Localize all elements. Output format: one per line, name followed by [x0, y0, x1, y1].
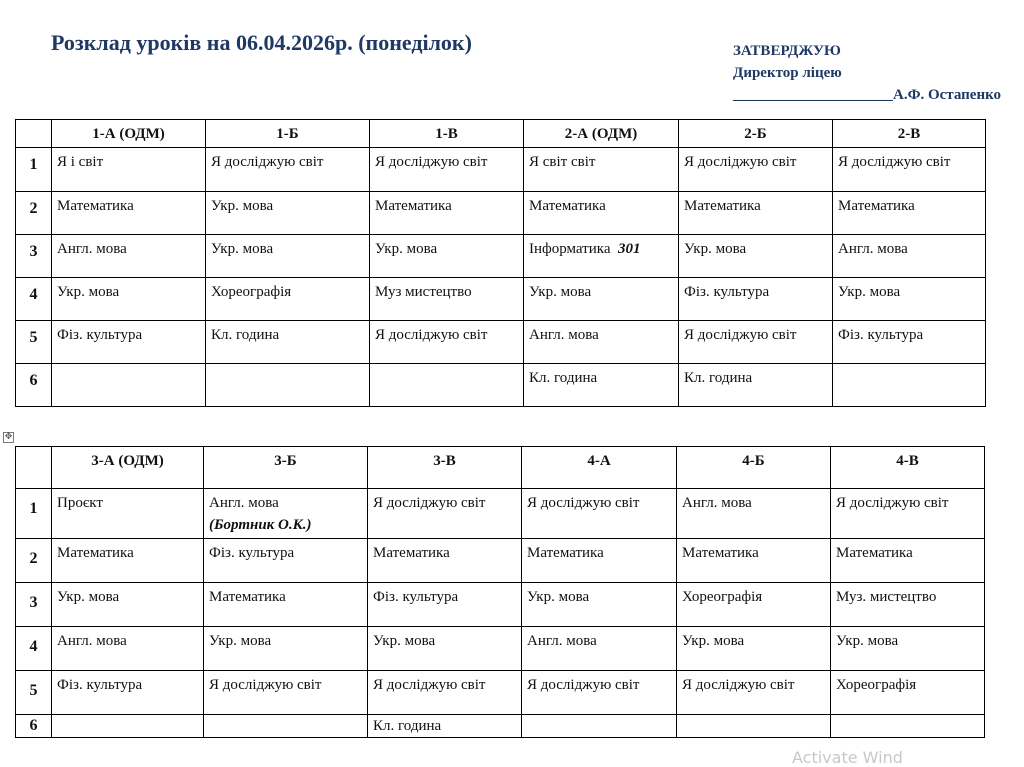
lesson-cell: Укр. мова: [52, 278, 206, 321]
schedule-table-grades-3-4: [15, 446, 985, 738]
lesson-number: 3: [16, 235, 52, 278]
lesson-cell: Математика: [831, 539, 985, 583]
lesson-cell: Я досліджую світ: [368, 671, 522, 715]
lesson-cell: Укр. мова: [522, 583, 677, 627]
class-header: 2-В: [833, 120, 986, 148]
table-row: [16, 539, 985, 583]
lesson-cell: Я досліджую світ: [677, 671, 831, 715]
table-row: [16, 235, 986, 278]
subject-name: Інформатика: [529, 241, 611, 257]
lesson-cell: [677, 715, 831, 738]
approval-signature: [733, 84, 1001, 106]
class-header: 2-Б: [679, 120, 833, 148]
lesson-cell: Я досліджую світ: [522, 489, 677, 539]
lesson-number: 1: [16, 489, 52, 539]
table-row: [16, 715, 985, 738]
move-handle-icon[interactable]: ✥: [4, 432, 13, 442]
activation-watermark: Activate Wind: [792, 748, 903, 767]
lesson-cell: Математика: [370, 192, 524, 235]
lesson-cell: Укр. мова: [677, 627, 831, 671]
approval-position: Директор ліцею: [733, 65, 842, 81]
lesson-number: 4: [16, 627, 52, 671]
lesson-cell: Я досліджую світ: [833, 148, 986, 192]
lesson-cell: Укр. мова: [368, 627, 522, 671]
lesson-cell: Математика: [677, 539, 831, 583]
lesson-number: 1: [16, 148, 52, 192]
lesson-cell: Англ. мова: [52, 627, 204, 671]
subject-name: Англ. мова: [209, 495, 279, 511]
signature-line: ____________________: [733, 87, 893, 103]
lesson-cell: Математика: [368, 539, 522, 583]
class-header: 4-А: [522, 447, 677, 489]
lesson-cell: Укр. мова: [831, 627, 985, 671]
table-row: [16, 321, 986, 364]
lesson-cell: Кл. година: [368, 715, 522, 738]
lesson-cell: [524, 235, 679, 278]
table-row: [16, 192, 986, 235]
lesson-cell: Укр. мова: [52, 583, 204, 627]
lesson-cell: Укр. мова: [206, 192, 370, 235]
lesson-cell: Англ. мова: [52, 235, 206, 278]
lesson-cell: Фіз. культура: [368, 583, 522, 627]
lesson-cell: Я досліджую світ: [204, 671, 368, 715]
approval-block: [733, 40, 1001, 106]
lesson-cell: Англ. мова: [524, 321, 679, 364]
lesson-cell: Кл. година: [206, 321, 370, 364]
lesson-cell: [52, 715, 204, 738]
director-name: А.Ф. Остапенко: [893, 87, 1002, 103]
lesson-cell: [52, 364, 206, 407]
lesson-cell: Укр. мова: [370, 235, 524, 278]
lesson-cell: Фіз. культура: [679, 278, 833, 321]
class-header: 4-В: [831, 447, 985, 489]
lesson-cell: Муз. мистецтво: [831, 583, 985, 627]
lesson-cell: Кл. година: [679, 364, 833, 407]
corner-cell: [16, 120, 52, 148]
lesson-cell: Англ. мова: [677, 489, 831, 539]
schedule-table-grades-1-2: [15, 119, 986, 407]
class-header: 2-А (ОДМ): [524, 120, 679, 148]
lesson-cell: Англ. мова: [522, 627, 677, 671]
lesson-number: 3: [16, 583, 52, 627]
lesson-cell: Я досліджую світ: [370, 321, 524, 364]
lesson-cell: Математика: [679, 192, 833, 235]
lesson-cell: Укр. мова: [524, 278, 679, 321]
lesson-cell: Математика: [52, 192, 206, 235]
page-title: Розклад уроків на 06.04.2026р. (понеділок): [51, 30, 472, 55]
approval-heading: ЗАТВЕРДЖУЮ: [733, 43, 841, 59]
lesson-cell: Укр. мова: [833, 278, 986, 321]
table-row: [16, 627, 985, 671]
table-header-row: [16, 447, 985, 489]
table-row: [16, 489, 985, 539]
class-header: 3-В: [368, 447, 522, 489]
lesson-number: 5: [16, 321, 52, 364]
lesson-cell: [831, 715, 985, 738]
table-row: [16, 583, 985, 627]
table-header-row: [16, 120, 986, 148]
class-header: 3-Б: [204, 447, 368, 489]
lesson-number: 4: [16, 278, 52, 321]
lesson-cell: Я і світ: [52, 148, 206, 192]
class-header: 1-В: [370, 120, 524, 148]
lesson-cell: Хореографія: [206, 278, 370, 321]
lesson-number: 6: [16, 715, 52, 738]
table-row: [16, 148, 986, 192]
class-header: 4-Б: [677, 447, 831, 489]
corner-cell: [16, 447, 52, 489]
lesson-number: 6: [16, 364, 52, 407]
lesson-cell: Фіз. культура: [52, 671, 204, 715]
lesson-cell: Фіз. культура: [52, 321, 206, 364]
lesson-cell: Математика: [833, 192, 986, 235]
lesson-cell: Англ. мова: [833, 235, 986, 278]
lesson-cell: [522, 715, 677, 738]
room-number: 301: [617, 241, 641, 257]
lesson-cell: Математика: [52, 539, 204, 583]
lesson-cell: Укр. мова: [204, 627, 368, 671]
lesson-cell: Муз мистецтво: [370, 278, 524, 321]
lesson-cell: Математика: [522, 539, 677, 583]
lesson-cell: Фіз. культура: [833, 321, 986, 364]
lesson-cell: [833, 364, 986, 407]
lesson-cell: Проєкт: [52, 489, 204, 539]
lesson-cell: Я досліджую світ: [368, 489, 522, 539]
lesson-cell: [206, 364, 370, 407]
lesson-cell: Я досліджую світ: [370, 148, 524, 192]
lesson-cell: Фіз. культура: [204, 539, 368, 583]
lesson-cell: Я досліджую світ: [679, 321, 833, 364]
lesson-number: 5: [16, 671, 52, 715]
table-row: [16, 671, 985, 715]
lesson-cell: [204, 489, 368, 539]
lesson-cell: Укр. мова: [679, 235, 833, 278]
lesson-number: 2: [16, 539, 52, 583]
lesson-cell: [204, 715, 368, 738]
teacher-name: (Бортник О.К.): [209, 517, 312, 533]
lesson-number: 2: [16, 192, 52, 235]
table-row: [16, 364, 986, 407]
lesson-cell: Математика: [524, 192, 679, 235]
lesson-cell: Укр. мова: [206, 235, 370, 278]
lesson-cell: Я досліджую світ: [679, 148, 833, 192]
lesson-cell: Хореографія: [831, 671, 985, 715]
class-header: 3-А (ОДМ): [52, 447, 204, 489]
lesson-cell: Математика: [204, 583, 368, 627]
class-header: 1-Б: [206, 120, 370, 148]
lesson-cell: Я досліджую світ: [522, 671, 677, 715]
lesson-cell: Я досліджую світ: [206, 148, 370, 192]
lesson-cell: Я досліджую світ: [831, 489, 985, 539]
lesson-cell: Хореографія: [677, 583, 831, 627]
lesson-cell: Кл. година: [524, 364, 679, 407]
lesson-cell: Я світ світ: [524, 148, 679, 192]
table-row: [16, 278, 986, 321]
lesson-cell: [370, 364, 524, 407]
class-header: 1-А (ОДМ): [52, 120, 206, 148]
